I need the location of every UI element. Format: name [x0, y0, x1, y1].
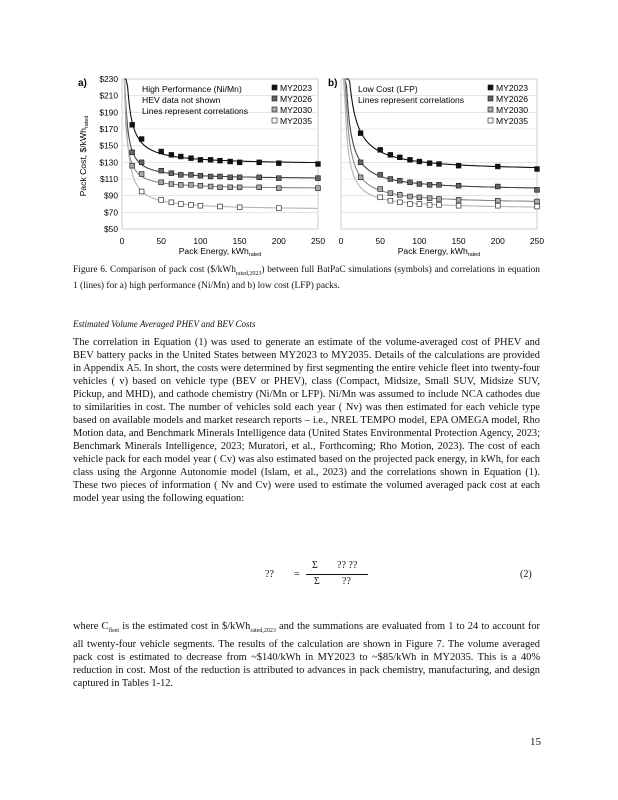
point-b-MY2035-2 — [397, 200, 402, 205]
point-b-MY2035-4 — [417, 202, 422, 207]
x-axis-label-b-text: Pack Energy, kWh — [397, 246, 468, 256]
point-a-MY2030-2 — [159, 180, 164, 185]
point-a-MY2035-4 — [189, 202, 194, 207]
point-a-MY2030-6 — [198, 183, 203, 188]
legend-b-label-2030: MY2030 — [496, 105, 529, 115]
point-a-MY2030-4 — [178, 182, 183, 187]
point-a-MY2030-13 — [316, 186, 321, 191]
point-b-MY2030-5 — [417, 195, 422, 200]
point-a-MY2023-7 — [208, 157, 213, 162]
y-tick-150: $150 — [99, 140, 118, 151]
point-b-MY2023-10 — [535, 167, 540, 172]
x-tick-labels-b — [339, 236, 545, 246]
x-tick-b-150: 150 — [451, 236, 466, 246]
point-a-MY2026-3 — [169, 171, 174, 176]
point-a-MY2035-8 — [276, 206, 281, 211]
panel-label-b: b) — [328, 78, 338, 89]
point-b-MY2026-9 — [495, 184, 500, 189]
point-a-MY2035-2 — [169, 200, 174, 205]
point-a-MY2026-11 — [257, 175, 262, 180]
point-a-MY2026-9 — [228, 175, 233, 180]
equation-2 — [0, 560, 618, 590]
point-a-MY2023-3 — [169, 152, 174, 157]
y-tick-190: $190 — [99, 107, 118, 118]
point-a-MY2026-7 — [208, 174, 213, 179]
caption-rest: ) between full BatPaC simulations (symbols) and correlations in equation 1 (lines) for a) high performance (Ni/Mn) and b) low cost (LFP) packs. — [73, 265, 540, 292]
equation-num-terms: ?? ?? — [337, 560, 358, 571]
x-tick-a-150: 150 — [232, 236, 247, 246]
equation-num-sigma: Σ — [312, 560, 318, 571]
point-a-MY2035-7 — [237, 205, 242, 210]
point-b-MY2026-0 — [358, 160, 363, 165]
point-a-MY2023-8 — [218, 158, 223, 163]
point-b-MY2035-9 — [535, 204, 540, 209]
paragraph-2-sub2: rated,2023 — [250, 628, 276, 635]
equation-number: (2) — [520, 569, 532, 580]
point-b-MY2026-6 — [427, 182, 432, 187]
point-a-MY2035-3 — [178, 202, 183, 207]
point-b-MY2030-3 — [397, 192, 402, 197]
point-b-MY2030-2 — [388, 191, 393, 196]
legend-a-marker-2030 — [272, 107, 277, 112]
legend-b-label-2023: MY2023 — [496, 83, 529, 93]
point-b-MY2030-0 — [358, 175, 363, 180]
point-a-MY2035-1 — [159, 197, 164, 202]
point-a-MY2023-12 — [276, 161, 281, 166]
caption-main: Figure 6. Comparison of pack cost ($/kWh — [73, 265, 236, 275]
point-a-MY2030-8 — [218, 185, 223, 190]
equation-den-sigma: Σ — [314, 576, 320, 587]
point-b-MY2035-5 — [427, 202, 432, 207]
x-tick-a-50: 50 — [156, 236, 166, 246]
point-b-MY2030-4 — [408, 194, 413, 199]
figure-6 — [70, 70, 550, 260]
note-b-1: Low Cost (LFP) — [358, 84, 418, 94]
legend-b-label-2035: MY2035 — [496, 116, 529, 126]
legend-a-marker-2026 — [272, 96, 277, 101]
note-b-2: Lines represent correlations — [358, 95, 465, 105]
point-a-MY2035-6 — [218, 204, 223, 209]
point-a-MY2030-12 — [276, 186, 281, 191]
legend-b-marker-2035 — [488, 118, 493, 123]
y-tick-50: $50 — [104, 224, 118, 234]
y-axis-label-text: Pack Cost, $/kWh — [78, 128, 88, 197]
equation-den-terms: ?? — [342, 576, 351, 587]
svg-text:Pack Cost, $/kWhrated — [78, 116, 90, 197]
x-tick-a-0: 0 — [119, 236, 125, 246]
point-a-MY2026-8 — [218, 174, 223, 179]
paragraph-2-c: and the summations are evaluated from 1 to 24 to account for all twenty-four vehicle segments. The results of the calculation are shown in Figure 7. The volume averaged pack cost is estimated to decrease from ~$140/kWh in MY2023 to ~$85/kWh in MY2035. This is a 40% reduction in cost. Most of the reduction is attributed to advances in pack chemistry, manufacturing, and design captured in Tables 1-12. — [73, 621, 540, 690]
point-b-MY2030-10 — [535, 199, 540, 204]
point-b-MY2023-6 — [427, 161, 432, 166]
point-b-MY2026-10 — [535, 187, 540, 192]
point-a-MY2023-11 — [257, 160, 262, 165]
x-tick-b-200: 200 — [490, 236, 505, 246]
point-b-MY2030-6 — [427, 196, 432, 201]
legend-a-marker-2035 — [272, 118, 277, 123]
x-tick-b-0: 0 — [338, 236, 344, 246]
y-axis-label — [78, 116, 90, 197]
legend-b-marker-2023 — [488, 85, 493, 90]
x-tick-a-250: 250 — [311, 236, 325, 246]
y-tick-210: $210 — [99, 90, 118, 101]
point-b-MY2026-7 — [437, 182, 442, 187]
x-axis-label-b — [398, 246, 481, 258]
point-b-MY2023-3 — [397, 155, 402, 160]
legend-a-label-2026: MY2026 — [280, 94, 313, 104]
paragraph-2 — [73, 620, 540, 690]
point-b-MY2026-1 — [378, 172, 383, 177]
caption-sub: rated,2023 — [235, 270, 262, 277]
panel-label-a: a) — [78, 78, 87, 89]
x-tick-a-200: 200 — [271, 236, 286, 246]
y-tick-70: $70 — [104, 207, 118, 218]
point-a-MY2023-6 — [198, 157, 203, 162]
note-a-2: HEV data not shown — [142, 95, 221, 105]
point-b-MY2030-8 — [456, 197, 461, 202]
point-a-MY2030-5 — [189, 182, 194, 187]
point-a-MY2030-0 — [130, 163, 135, 168]
y-tick-170: $170 — [99, 124, 118, 134]
point-b-MY2026-8 — [456, 183, 461, 188]
point-b-MY2023-7 — [437, 162, 442, 167]
point-a-MY2026-2 — [159, 168, 164, 173]
point-a-MY2035-5 — [198, 203, 203, 208]
x-tick-a-100: 100 — [193, 236, 208, 246]
point-a-MY2026-1 — [139, 160, 144, 165]
point-b-MY2030-1 — [378, 187, 383, 192]
legend-b-label-2026: MY2026 — [496, 94, 529, 104]
equation-fraction-bar — [306, 574, 368, 575]
point-a-MY2026-12 — [276, 176, 281, 181]
point-a-MY2026-5 — [189, 172, 194, 177]
point-a-MY2030-11 — [257, 185, 262, 190]
x-axis-label-a — [179, 246, 262, 258]
legend-b-marker-2030 — [488, 107, 493, 112]
note-a-3: Lines represent correlations — [142, 106, 249, 116]
point-a-MY2030-10 — [237, 185, 242, 190]
y-tick-90: $90 — [104, 190, 118, 201]
point-b-MY2023-4 — [408, 157, 413, 162]
point-a-MY2026-0 — [130, 150, 135, 155]
point-a-MY2035-0 — [139, 189, 144, 194]
paragraph-2-b: is the estimated cost in $/kWh — [119, 621, 251, 632]
point-a-MY2023-5 — [189, 156, 194, 161]
point-a-MY2023-0 — [130, 122, 135, 127]
equation-equals: = — [294, 569, 300, 580]
point-b-MY2035-8 — [495, 203, 500, 208]
point-a-MY2023-9 — [228, 159, 233, 164]
x-tick-b-250: 250 — [530, 236, 544, 246]
point-b-MY2026-5 — [417, 182, 422, 187]
point-a-MY2030-7 — [208, 184, 213, 189]
point-a-MY2023-4 — [178, 154, 183, 159]
legend-a-label-2035: MY2035 — [280, 116, 313, 126]
point-b-MY2035-3 — [408, 202, 413, 207]
y-tick-110: $110 — [99, 174, 118, 184]
y-axis-label-sub: rated — [84, 115, 90, 129]
legend-a-label-2023: MY2023 — [280, 83, 313, 93]
point-a-MY2030-9 — [228, 185, 233, 190]
figure-caption — [73, 264, 540, 293]
point-b-MY2023-2 — [388, 152, 393, 157]
y-tick-230: $230 — [99, 74, 118, 84]
y-tick-labels — [99, 74, 118, 234]
point-b-MY2026-4 — [408, 180, 413, 185]
point-a-MY2023-2 — [159, 149, 164, 154]
x-tick-b-100: 100 — [412, 236, 427, 246]
x-axis-label-a-text: Pack Energy, kWh — [178, 246, 249, 256]
point-b-MY2035-0 — [378, 195, 383, 200]
point-a-MY2030-3 — [169, 182, 174, 187]
y-tick-130: $130 — [99, 157, 118, 168]
paragraph-1: The correlation in Equation (1) was used to generate an estimate of the volume-averaged cost of PHEV and BEV battery packs in the United States between MY2023 to MY2035. Details of the calculations are provided in Appendix A5. In short, the costs were determined by first segmenting the entire vehicle fleet into twenty-four vehicles ( v) based on vehicle type (BEV or PHEV), class (Compact, Midsize, Small SUV, Midsize SUV, Pickup, and MHD), and cathode chemistry (Ni/Mn or LFP). Ni/Mn was assumed to include NCA cathodes due to similarities in cost. The number of vehicles sold each year ( Nv) was then estimated for each vehicle type based on available models and market research reports – i.e., NREL TEMPO model, EPA OMEGA model, Rho Motion data, and Benchmark Minerals Intelligence data (United States Environmental Protection Agency, 2023; Benchmark Minerals Intelligence, 2023; Muratori, et al., Forthcoming; Rho Motion, 2023). The cost of each vehicle pack for each model year ( Cv) was also estimated based on the projected pack energy, in kWh, for each class using the Argonne Autonomie model (Islam, et al., 2023) and the correlations shown in Equation (1). These two pieces of information ( Nv and Cv) were used to estimate the volumed averaged pack cost at each model year using the following equation: — [73, 337, 540, 504]
point-b-MY2023-5 — [417, 159, 422, 164]
paragraph-2-sub1: fleet — [108, 628, 120, 635]
point-b-MY2035-7 — [456, 203, 461, 208]
section-heading: Estimated Volume Averaged PHEV and BEV Costs — [73, 319, 256, 329]
point-a-MY2026-10 — [237, 175, 242, 180]
x-axis-label-b-sub: rated — [467, 252, 481, 258]
point-a-MY2026-4 — [178, 172, 183, 177]
x-axis-label-a-sub: rated — [248, 252, 262, 258]
point-a-MY2023-10 — [237, 160, 242, 165]
paragraph-2-a: where C — [73, 621, 109, 632]
page-number: 15 — [530, 736, 541, 748]
point-a-MY2023-1 — [139, 137, 144, 142]
x-tick-b-50: 50 — [375, 236, 385, 246]
point-b-MY2035-1 — [388, 198, 393, 203]
point-b-MY2030-9 — [495, 198, 500, 203]
x-tick-labels-a — [120, 236, 326, 246]
point-a-MY2030-1 — [139, 172, 144, 177]
legend-a-marker-2023 — [272, 85, 277, 90]
legend-b-marker-2026 — [488, 96, 493, 101]
equation-lhs: ?? — [265, 569, 274, 580]
point-b-MY2026-2 — [388, 177, 393, 182]
point-b-MY2023-1 — [378, 147, 383, 152]
legend-a-label-2030: MY2030 — [280, 105, 313, 115]
point-a-MY2026-6 — [198, 173, 203, 178]
point-b-MY2023-0 — [358, 131, 363, 136]
point-a-MY2026-13 — [316, 176, 321, 181]
note-a-1: High Performance (Ni/Mn) — [142, 84, 242, 94]
point-b-MY2035-6 — [437, 202, 442, 207]
point-a-MY2023-13 — [316, 162, 321, 167]
point-b-MY2023-9 — [495, 164, 500, 169]
point-b-MY2030-7 — [437, 197, 442, 202]
point-b-MY2023-8 — [456, 163, 461, 168]
point-b-MY2026-3 — [397, 178, 402, 183]
